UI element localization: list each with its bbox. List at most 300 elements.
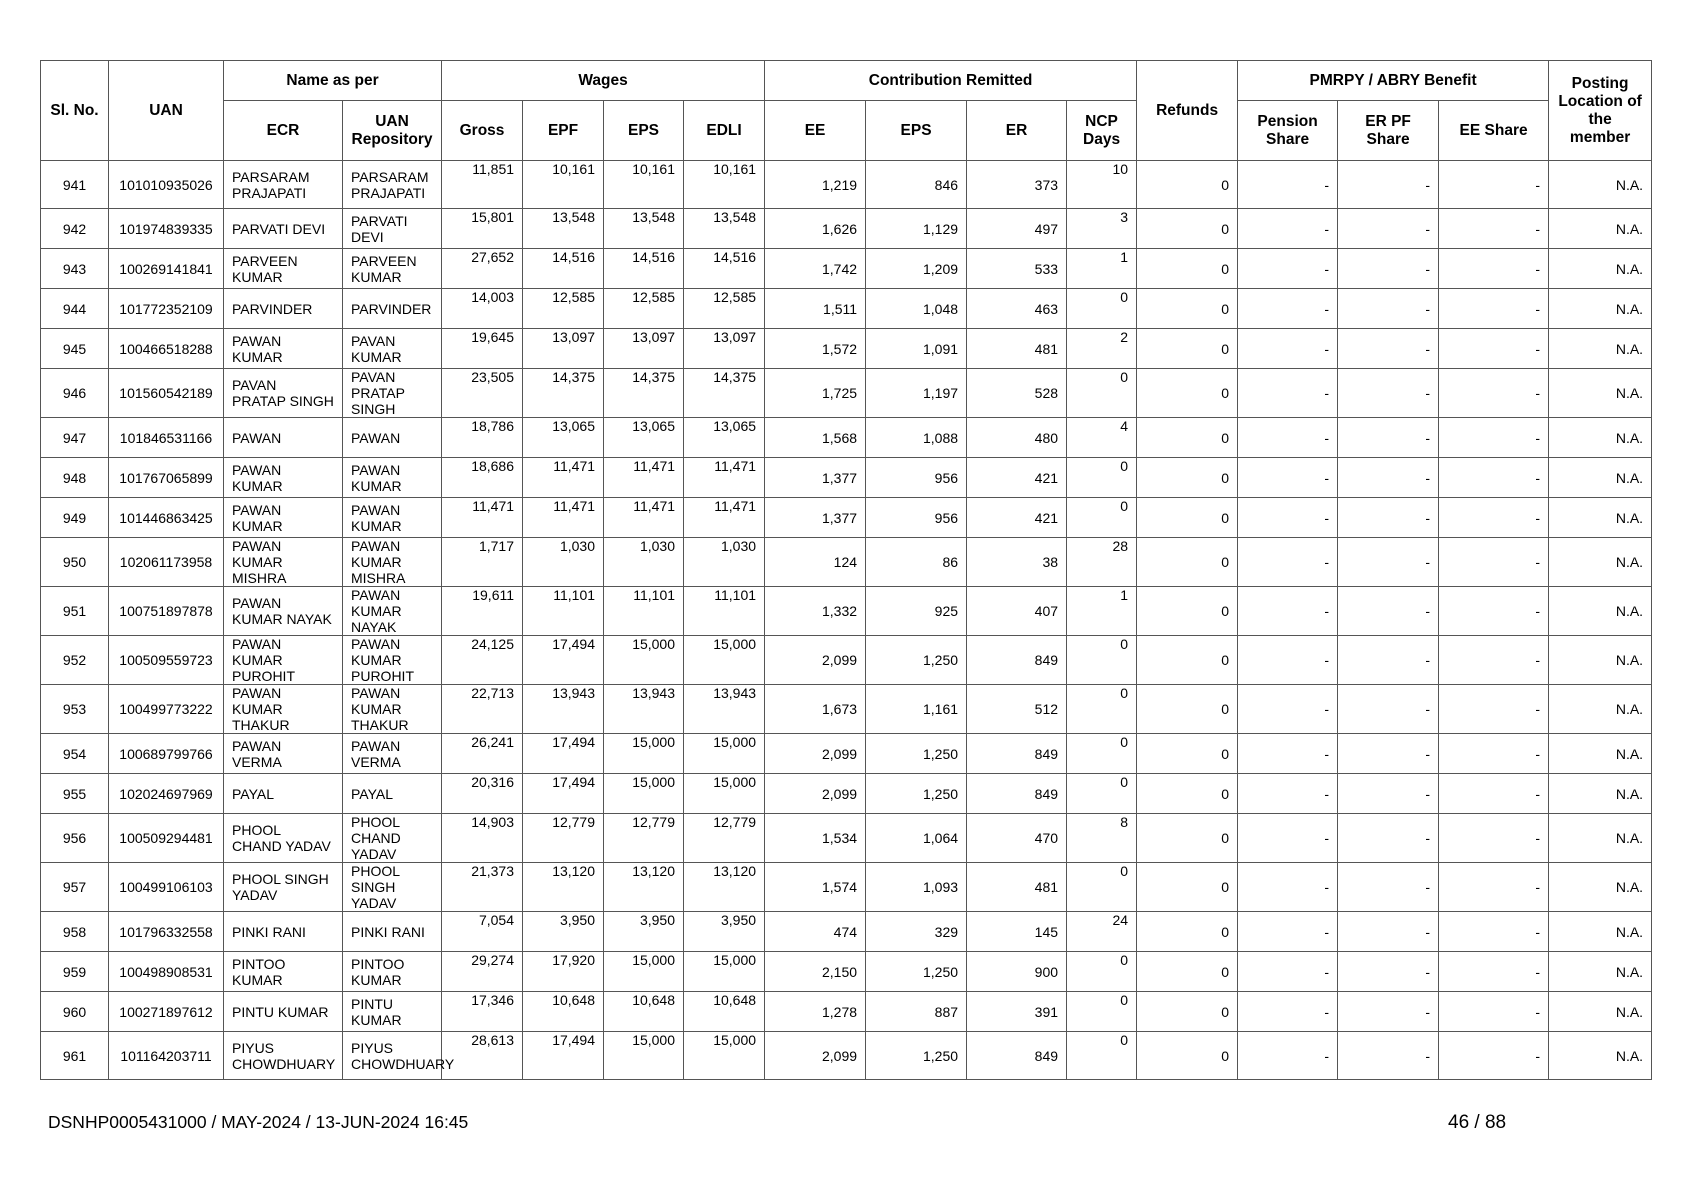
cell-er-pf-share: - <box>1338 209 1439 249</box>
header-ee: EE <box>765 101 866 161</box>
cell-er-pf-share: - <box>1338 814 1439 863</box>
cell-er-pf-share: - <box>1338 498 1439 538</box>
cell-uan: 101560542189 <box>109 369 224 418</box>
cell-uan: 101796332558 <box>109 912 224 952</box>
table-row <box>41 734 1652 774</box>
cell-wages-eps: 14,516 <box>604 249 684 289</box>
cell-gross: 7,054 <box>442 912 523 952</box>
cell-gross: 19,611 <box>442 587 523 636</box>
cell-epf: 17,494 <box>523 636 604 685</box>
cell-refunds: 0 <box>1137 369 1238 418</box>
cell-epf: 10,161 <box>523 161 604 209</box>
cell-uan: 100498908531 <box>109 952 224 992</box>
cell-uan: 101846531166 <box>109 418 224 458</box>
cell-refunds: 0 <box>1137 209 1238 249</box>
cell-epf: 17,494 <box>523 774 604 814</box>
cell-ee-share: - <box>1439 636 1549 685</box>
page-number: 46 / 88 <box>1448 1112 1507 1133</box>
cell-er-pf-share: - <box>1338 734 1439 774</box>
cell-ee-share: - <box>1439 992 1549 1032</box>
cell-ncp-days: 0 <box>1067 952 1137 992</box>
cell-posting-location: N.A. <box>1549 636 1652 685</box>
cell-refunds: 0 <box>1137 992 1238 1032</box>
cell-er-pf-share: - <box>1338 249 1439 289</box>
cell-ee-share: - <box>1439 814 1549 863</box>
cell-gross: 14,903 <box>442 814 523 863</box>
table-row <box>41 329 1652 369</box>
cell-uan: 100269141841 <box>109 249 224 289</box>
cell-ee: 1,742 <box>765 249 866 289</box>
cell-wages-eps: 13,065 <box>604 418 684 458</box>
cell-uan-repository-name: PIYUS CHOWDHUARY <box>343 1032 442 1080</box>
cell-er-pf-share: - <box>1338 369 1439 418</box>
cell-refunds: 0 <box>1137 912 1238 952</box>
cell-contribution-eps: 956 <box>866 458 967 498</box>
cell-epf: 12,585 <box>523 289 604 329</box>
cell-contribution-eps: 1,091 <box>866 329 967 369</box>
cell-epf: 13,120 <box>523 863 604 912</box>
cell-ecr-name: PINTOO KUMAR <box>224 952 343 992</box>
cell-er: 512 <box>967 685 1067 734</box>
cell-ecr-name: PHOOL CHAND YADAV <box>224 814 343 863</box>
cell-wages-eps: 15,000 <box>604 734 684 774</box>
cell-uan: 101974839335 <box>109 209 224 249</box>
cell-er-pf-share: - <box>1338 912 1439 952</box>
cell-ee: 1,278 <box>765 992 866 1032</box>
cell-gross: 20,316 <box>442 774 523 814</box>
cell-er-pf-share: - <box>1338 418 1439 458</box>
cell-wages-eps: 10,648 <box>604 992 684 1032</box>
header-sl-no: Sl. No. <box>41 61 109 161</box>
cell-contribution-eps: 86 <box>866 538 967 587</box>
header-wages: Wages <box>442 61 765 101</box>
cell-sl-no: 946 <box>41 369 109 418</box>
cell-refunds: 0 <box>1137 161 1238 209</box>
cell-ncp-days: 0 <box>1067 863 1137 912</box>
cell-uan: 100499106103 <box>109 863 224 912</box>
cell-ecr-name: PARVINDER <box>224 289 343 329</box>
cell-ecr-name: PAWAN KUMAR <box>224 329 343 369</box>
cell-uan-repository-name: PAVAN KUMAR <box>343 329 442 369</box>
cell-pension-share: - <box>1238 912 1338 952</box>
cell-uan: 100751897878 <box>109 587 224 636</box>
cell-posting-location: N.A. <box>1549 685 1652 734</box>
header-ecr: ECR <box>224 101 343 161</box>
table-row <box>41 952 1652 992</box>
cell-gross: 18,686 <box>442 458 523 498</box>
cell-posting-location: N.A. <box>1549 912 1652 952</box>
cell-ncp-days: 1 <box>1067 587 1137 636</box>
cell-ecr-name: PAWAN VERMA <box>224 734 343 774</box>
cell-ecr-name: PINKI RANI <box>224 912 343 952</box>
cell-refunds: 0 <box>1137 863 1238 912</box>
cell-uan-repository-name: PINTU KUMAR <box>343 992 442 1032</box>
cell-epf: 11,471 <box>523 458 604 498</box>
cell-edli: 15,000 <box>684 774 765 814</box>
cell-epf: 13,097 <box>523 329 604 369</box>
cell-edli: 13,548 <box>684 209 765 249</box>
cell-ee-share: - <box>1439 734 1549 774</box>
cell-contribution-eps: 1,197 <box>866 369 967 418</box>
header-gross: Gross <box>442 101 523 161</box>
cell-ncp-days: 0 <box>1067 289 1137 329</box>
cell-epf: 13,548 <box>523 209 604 249</box>
cell-posting-location: N.A. <box>1549 992 1652 1032</box>
cell-ee: 1,377 <box>765 498 866 538</box>
ecr-member-table <box>40 60 1652 1080</box>
cell-ecr-name: PARSARAM PRAJAPATI <box>224 161 343 209</box>
cell-ee-share: - <box>1439 774 1549 814</box>
cell-edli: 15,000 <box>684 636 765 685</box>
cell-ncp-days: 0 <box>1067 458 1137 498</box>
cell-sl-no: 949 <box>41 498 109 538</box>
cell-posting-location: N.A. <box>1549 209 1652 249</box>
cell-ecr-name: PAWAN <box>224 418 343 458</box>
cell-edli: 15,000 <box>684 734 765 774</box>
cell-uan: 100509559723 <box>109 636 224 685</box>
cell-ecr-name: PAWAN KUMAR <box>224 498 343 538</box>
cell-er-pf-share: - <box>1338 952 1439 992</box>
table-row <box>41 249 1652 289</box>
cell-er: 849 <box>967 1032 1067 1080</box>
header-pension-share: Pension Share <box>1238 101 1338 161</box>
cell-ecr-name: PIYUS CHOWDHUARY <box>224 1032 343 1080</box>
cell-wages-eps: 13,548 <box>604 209 684 249</box>
cell-edli: 11,471 <box>684 498 765 538</box>
cell-contribution-eps: 1,250 <box>866 774 967 814</box>
cell-gross: 14,003 <box>442 289 523 329</box>
cell-ecr-name: PAWAN KUMAR MISHRA <box>224 538 343 587</box>
cell-edli: 10,648 <box>684 992 765 1032</box>
cell-pension-share: - <box>1238 587 1338 636</box>
cell-er: 470 <box>967 814 1067 863</box>
cell-ncp-days: 24 <box>1067 912 1137 952</box>
cell-ecr-name: PARVATI DEVI <box>224 209 343 249</box>
cell-er: 145 <box>967 912 1067 952</box>
cell-sl-no: 941 <box>41 161 109 209</box>
cell-uan: 102024697969 <box>109 774 224 814</box>
cell-er: 373 <box>967 161 1067 209</box>
cell-sl-no: 947 <box>41 418 109 458</box>
cell-refunds: 0 <box>1137 458 1238 498</box>
cell-er: 391 <box>967 992 1067 1032</box>
cell-uan-repository-name: PAWAN KUMAR THAKUR <box>343 685 442 734</box>
table-row <box>41 369 1652 418</box>
cell-er-pf-share: - <box>1338 1032 1439 1080</box>
cell-edli: 15,000 <box>684 952 765 992</box>
cell-wages-eps: 3,950 <box>604 912 684 952</box>
header-er-pf-share: ER PF Share <box>1338 101 1439 161</box>
cell-ecr-name: PAWAN KUMAR NAYAK <box>224 587 343 636</box>
cell-ee-share: - <box>1439 161 1549 209</box>
cell-uan-repository-name: PINKI RANI <box>343 912 442 952</box>
cell-sl-no: 960 <box>41 992 109 1032</box>
cell-sl-no: 951 <box>41 587 109 636</box>
table-row <box>41 289 1652 329</box>
header-contribution-remitted: Contribution Remitted <box>765 61 1137 101</box>
table-row <box>41 538 1652 587</box>
cell-contribution-eps: 1,250 <box>866 952 967 992</box>
header-refunds: Refunds <box>1137 61 1238 161</box>
cell-edli: 11,471 <box>684 458 765 498</box>
cell-wages-eps: 10,161 <box>604 161 684 209</box>
cell-pension-share: - <box>1238 369 1338 418</box>
cell-uan-repository-name: PARVATI DEVI <box>343 209 442 249</box>
header-uan-repository: UAN Repository <box>343 101 442 161</box>
cell-edli: 14,516 <box>684 249 765 289</box>
cell-uan-repository-name: PHOOL SINGH YADAV <box>343 863 442 912</box>
cell-wages-eps: 15,000 <box>604 952 684 992</box>
cell-contribution-eps: 956 <box>866 498 967 538</box>
cell-ee-share: - <box>1439 418 1549 458</box>
cell-ecr-name: PAWAN KUMAR PUROHIT <box>224 636 343 685</box>
header-wages-eps: EPS <box>604 101 684 161</box>
table-row <box>41 685 1652 734</box>
cell-wages-eps: 14,375 <box>604 369 684 418</box>
header-contribution-eps: EPS <box>866 101 967 161</box>
cell-uan: 100499773222 <box>109 685 224 734</box>
header-edli: EDLI <box>684 101 765 161</box>
cell-sl-no: 953 <box>41 685 109 734</box>
cell-uan: 101164203711 <box>109 1032 224 1080</box>
cell-edli: 1,030 <box>684 538 765 587</box>
cell-edli: 14,375 <box>684 369 765 418</box>
cell-ncp-days: 0 <box>1067 498 1137 538</box>
cell-wages-eps: 12,585 <box>604 289 684 329</box>
cell-contribution-eps: 1,064 <box>866 814 967 863</box>
cell-epf: 17,494 <box>523 1032 604 1080</box>
cell-ncp-days: 2 <box>1067 329 1137 369</box>
cell-ee: 1,626 <box>765 209 866 249</box>
table-row <box>41 587 1652 636</box>
cell-ncp-days: 10 <box>1067 161 1137 209</box>
cell-contribution-eps: 1,250 <box>866 1032 967 1080</box>
cell-wages-eps: 1,030 <box>604 538 684 587</box>
cell-refunds: 0 <box>1137 685 1238 734</box>
cell-gross: 23,505 <box>442 369 523 418</box>
cell-contribution-eps: 1,093 <box>866 863 967 912</box>
cell-contribution-eps: 1,250 <box>866 636 967 685</box>
header-name-as-per: Name as per <box>224 61 442 101</box>
cell-ncp-days: 0 <box>1067 369 1137 418</box>
cell-wages-eps: 11,101 <box>604 587 684 636</box>
cell-ncp-days: 0 <box>1067 685 1137 734</box>
cell-refunds: 0 <box>1137 1032 1238 1080</box>
cell-epf: 14,375 <box>523 369 604 418</box>
cell-gross: 11,471 <box>442 498 523 538</box>
cell-refunds: 0 <box>1137 774 1238 814</box>
cell-ncp-days: 3 <box>1067 209 1137 249</box>
cell-contribution-eps: 925 <box>866 587 967 636</box>
cell-contribution-eps: 887 <box>866 992 967 1032</box>
cell-wages-eps: 15,000 <box>604 636 684 685</box>
cell-refunds: 0 <box>1137 329 1238 369</box>
cell-ecr-name: PAYAL <box>224 774 343 814</box>
cell-pension-share: - <box>1238 952 1338 992</box>
cell-posting-location: N.A. <box>1549 587 1652 636</box>
cell-ncp-days: 1 <box>1067 249 1137 289</box>
cell-ncp-days: 0 <box>1067 992 1137 1032</box>
table-row <box>41 161 1652 209</box>
cell-pension-share: - <box>1238 685 1338 734</box>
cell-uan-repository-name: PAWAN <box>343 418 442 458</box>
cell-sl-no: 959 <box>41 952 109 992</box>
table-row <box>41 863 1652 912</box>
cell-epf: 17,494 <box>523 734 604 774</box>
cell-epf: 14,516 <box>523 249 604 289</box>
cell-er: 849 <box>967 636 1067 685</box>
cell-gross: 15,801 <box>442 209 523 249</box>
cell-pension-share: - <box>1238 289 1338 329</box>
cell-epf: 17,920 <box>523 952 604 992</box>
cell-ee-share: - <box>1439 289 1549 329</box>
cell-uan: 101446863425 <box>109 498 224 538</box>
cell-er-pf-share: - <box>1338 538 1439 587</box>
cell-posting-location: N.A. <box>1549 329 1652 369</box>
cell-ee: 124 <box>765 538 866 587</box>
cell-ncp-days: 0 <box>1067 636 1137 685</box>
header-row-top <box>41 61 1652 101</box>
cell-posting-location: N.A. <box>1549 952 1652 992</box>
cell-contribution-eps: 1,250 <box>866 734 967 774</box>
cell-er-pf-share: - <box>1338 587 1439 636</box>
cell-uan: 100509294481 <box>109 814 224 863</box>
table-row <box>41 209 1652 249</box>
cell-ee-share: - <box>1439 912 1549 952</box>
cell-posting-location: N.A. <box>1549 814 1652 863</box>
cell-uan-repository-name: PAVAN PRATAP SINGH <box>343 369 442 418</box>
cell-gross: 29,274 <box>442 952 523 992</box>
cell-edli: 10,161 <box>684 161 765 209</box>
cell-posting-location: N.A. <box>1549 538 1652 587</box>
cell-sl-no: 950 <box>41 538 109 587</box>
cell-gross: 11,851 <box>442 161 523 209</box>
cell-uan-repository-name: PHOOL CHAND YADAV <box>343 814 442 863</box>
cell-refunds: 0 <box>1137 289 1238 329</box>
cell-epf: 13,943 <box>523 685 604 734</box>
cell-ecr-name: PARVEEN KUMAR <box>224 249 343 289</box>
cell-contribution-eps: 1,161 <box>866 685 967 734</box>
cell-posting-location: N.A. <box>1549 863 1652 912</box>
cell-pension-share: - <box>1238 774 1338 814</box>
cell-epf: 11,101 <box>523 587 604 636</box>
cell-er: 38 <box>967 538 1067 587</box>
cell-pension-share: - <box>1238 498 1338 538</box>
cell-wages-eps: 11,471 <box>604 458 684 498</box>
cell-uan-repository-name: PAWAN KUMAR MISHRA <box>343 538 442 587</box>
cell-ee: 2,099 <box>765 636 866 685</box>
cell-er: 480 <box>967 418 1067 458</box>
cell-sl-no: 952 <box>41 636 109 685</box>
cell-ee-share: - <box>1439 952 1549 992</box>
table-row <box>41 814 1652 863</box>
cell-uan: 102061173958 <box>109 538 224 587</box>
cell-er-pf-share: - <box>1338 458 1439 498</box>
cell-pension-share: - <box>1238 636 1338 685</box>
cell-uan: 101010935026 <box>109 161 224 209</box>
cell-posting-location: N.A. <box>1549 289 1652 329</box>
table-row <box>41 498 1652 538</box>
cell-refunds: 0 <box>1137 636 1238 685</box>
table-row <box>41 418 1652 458</box>
cell-sl-no: 961 <box>41 1032 109 1080</box>
cell-ee: 1,534 <box>765 814 866 863</box>
cell-refunds: 0 <box>1137 734 1238 774</box>
header-ee-share: EE Share <box>1439 101 1549 161</box>
cell-ee-share: - <box>1439 369 1549 418</box>
cell-er: 497 <box>967 209 1067 249</box>
cell-pension-share: - <box>1238 329 1338 369</box>
cell-gross: 1,717 <box>442 538 523 587</box>
cell-er: 849 <box>967 774 1067 814</box>
cell-edli: 3,950 <box>684 912 765 952</box>
cell-ee: 1,219 <box>765 161 866 209</box>
cell-er-pf-share: - <box>1338 289 1439 329</box>
table-row <box>41 774 1652 814</box>
cell-ee-share: - <box>1439 498 1549 538</box>
cell-wages-eps: 15,000 <box>604 1032 684 1080</box>
cell-posting-location: N.A. <box>1549 458 1652 498</box>
cell-pension-share: - <box>1238 814 1338 863</box>
cell-ee-share: - <box>1439 249 1549 289</box>
cell-sl-no: 945 <box>41 329 109 369</box>
cell-ecr-name: PAVAN PRATAP SINGH <box>224 369 343 418</box>
table-row <box>41 912 1652 952</box>
cell-posting-location: N.A. <box>1549 418 1652 458</box>
cell-uan-repository-name: PINTOO KUMAR <box>343 952 442 992</box>
cell-uan-repository-name: PAWAN KUMAR <box>343 458 442 498</box>
cell-wages-eps: 13,943 <box>604 685 684 734</box>
cell-er-pf-share: - <box>1338 329 1439 369</box>
cell-pension-share: - <box>1238 458 1338 498</box>
cell-ee: 1,572 <box>765 329 866 369</box>
cell-ee: 1,568 <box>765 418 866 458</box>
header-posting-location: Posting Location of the member <box>1549 61 1652 161</box>
cell-uan: 101767065899 <box>109 458 224 498</box>
cell-sl-no: 943 <box>41 249 109 289</box>
cell-ee: 2,099 <box>765 774 866 814</box>
cell-refunds: 0 <box>1137 814 1238 863</box>
cell-gross: 17,346 <box>442 992 523 1032</box>
cell-wages-eps: 15,000 <box>604 774 684 814</box>
cell-posting-location: N.A. <box>1549 369 1652 418</box>
cell-refunds: 0 <box>1137 952 1238 992</box>
cell-er-pf-share: - <box>1338 636 1439 685</box>
cell-pension-share: - <box>1238 161 1338 209</box>
cell-posting-location: N.A. <box>1549 774 1652 814</box>
cell-pension-share: - <box>1238 863 1338 912</box>
cell-gross: 18,786 <box>442 418 523 458</box>
cell-wages-eps: 13,120 <box>604 863 684 912</box>
table-body <box>41 161 1652 1080</box>
cell-epf: 11,471 <box>523 498 604 538</box>
cell-ee-share: - <box>1439 458 1549 498</box>
cell-uan-repository-name: PAWAN KUMAR NAYAK <box>343 587 442 636</box>
cell-refunds: 0 <box>1137 587 1238 636</box>
header-uan: UAN <box>109 61 224 161</box>
document-reference: DSNHP0005431000 / MAY-2024 / 13-JUN-2024 16:45 <box>48 1112 469 1132</box>
cell-ee: 1,332 <box>765 587 866 636</box>
cell-posting-location: N.A. <box>1549 734 1652 774</box>
cell-ecr-name: PAWAN KUMAR THAKUR <box>224 685 343 734</box>
cell-ee-share: - <box>1439 685 1549 734</box>
cell-posting-location: N.A. <box>1549 498 1652 538</box>
cell-ee-share: - <box>1439 329 1549 369</box>
cell-sl-no: 955 <box>41 774 109 814</box>
cell-ee: 1,725 <box>765 369 866 418</box>
cell-ee: 2,099 <box>765 1032 866 1080</box>
cell-ncp-days: 0 <box>1067 1032 1137 1080</box>
